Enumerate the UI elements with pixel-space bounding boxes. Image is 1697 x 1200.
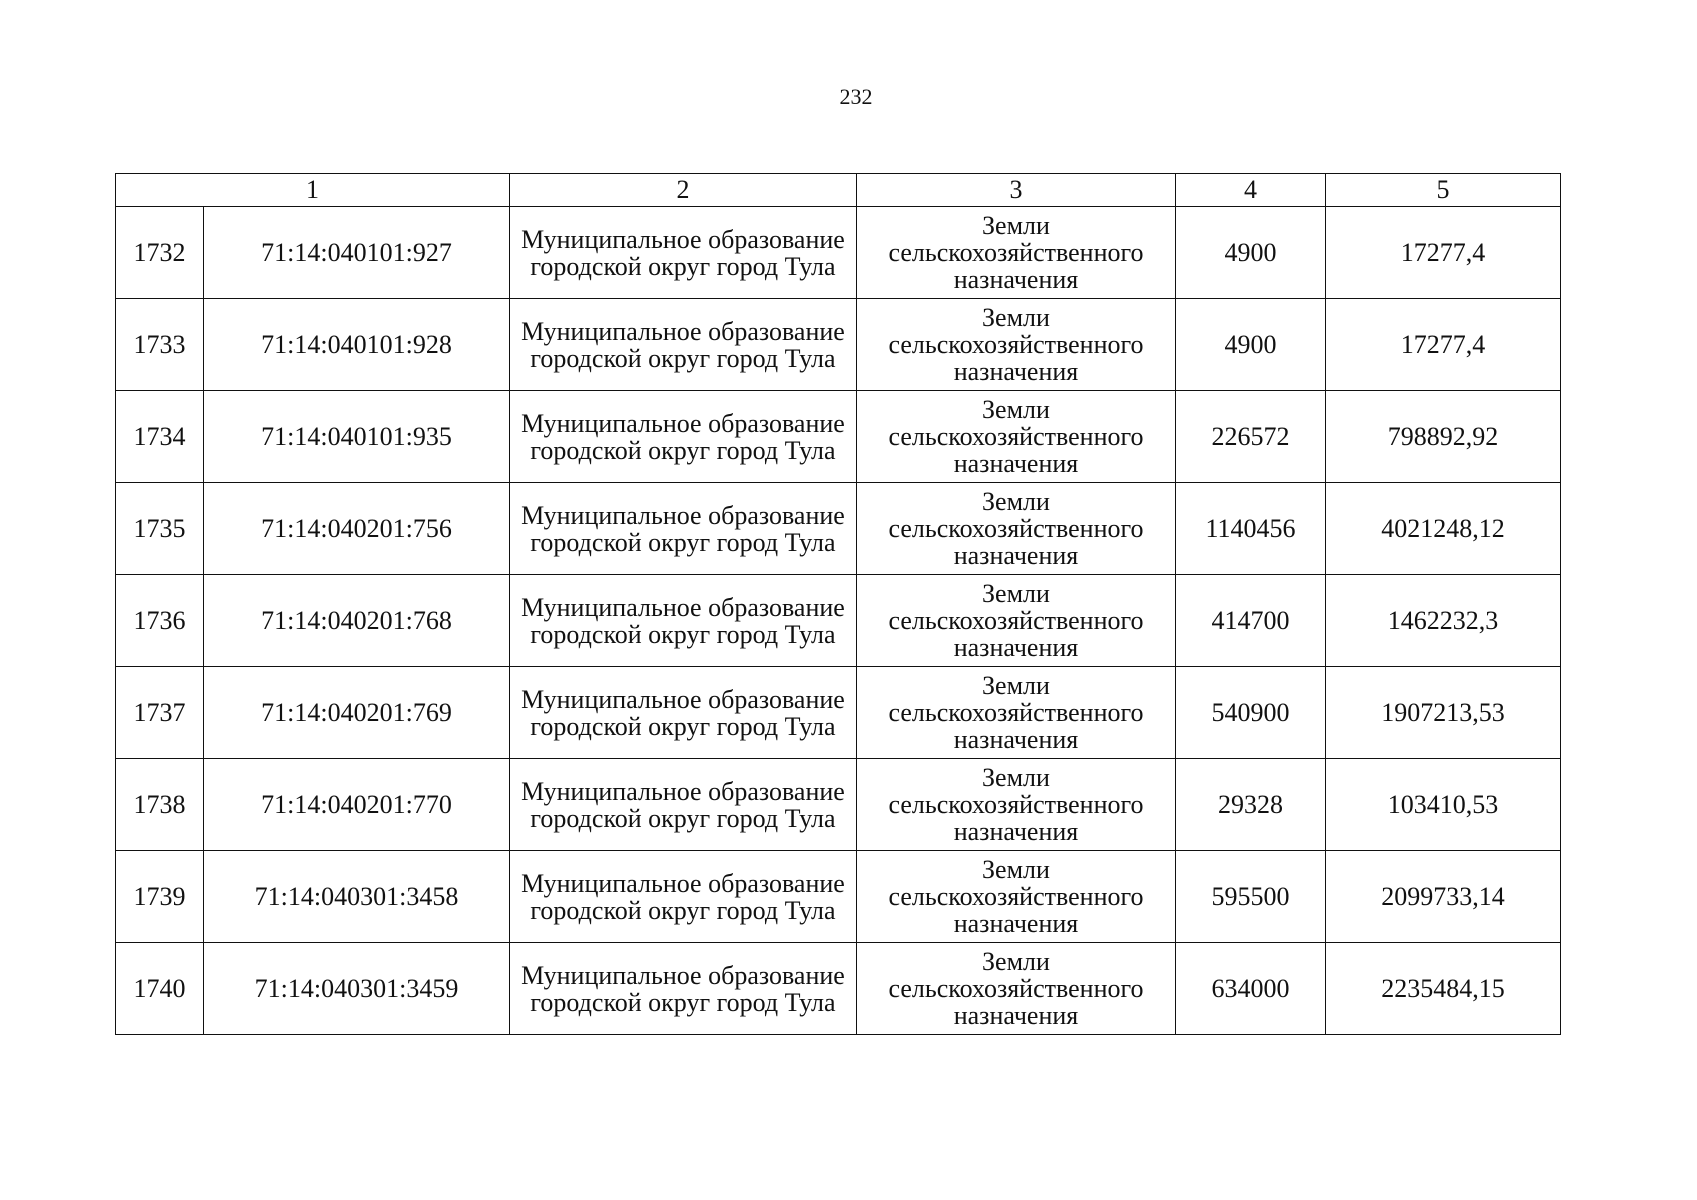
row-number-cell: 1733: [116, 299, 204, 391]
column-header-3: 3: [857, 174, 1176, 207]
value-cell: 17277,4: [1326, 207, 1561, 299]
value-cell: 4021248,12: [1326, 483, 1561, 575]
land-registry-table: [115, 173, 1561, 1035]
row-number-cell: 1732: [116, 207, 204, 299]
area-cell: 4900: [1176, 207, 1326, 299]
area-cell: 595500: [1176, 851, 1326, 943]
cadastral-number-cell: 71:14:040201:756: [204, 483, 510, 575]
value-cell: 1462232,3: [1326, 575, 1561, 667]
value-cell: 103410,53: [1326, 759, 1561, 851]
area-cell: 414700: [1176, 575, 1326, 667]
row-number-cell: 1738: [116, 759, 204, 851]
owner-cell: Муниципальное образование городской округ город Тула: [510, 759, 857, 851]
value-cell: 798892,92: [1326, 391, 1561, 483]
area-cell: 29328: [1176, 759, 1326, 851]
row-number-cell: 1735: [116, 483, 204, 575]
land-category-cell: Земли сельскохозяйственного назначения: [857, 759, 1176, 851]
row-number-cell: 1736: [116, 575, 204, 667]
cadastral-number-cell: 71:14:040201:770: [204, 759, 510, 851]
owner-cell: Муниципальное образование городской округ город Тула: [510, 483, 857, 575]
value-cell: 2235484,15: [1326, 943, 1561, 1035]
land-category-cell: Земли сельскохозяйственного назначения: [857, 851, 1176, 943]
area-cell: 1140456: [1176, 483, 1326, 575]
land-category-cell: Земли сельскохозяйственного назначения: [857, 943, 1176, 1035]
row-number-cell: 1740: [116, 943, 204, 1035]
area-cell: 634000: [1176, 943, 1326, 1035]
owner-cell: Муниципальное образование городской округ город Тула: [510, 575, 857, 667]
cadastral-number-cell: 71:14:040101:927: [204, 207, 510, 299]
land-category-cell: Земли сельскохозяйственного назначения: [857, 575, 1176, 667]
table-body: [116, 207, 1561, 1035]
area-cell: 226572: [1176, 391, 1326, 483]
row-number-cell: 1737: [116, 667, 204, 759]
table-row: [116, 483, 1561, 575]
owner-cell: Муниципальное образование городской округ город Тула: [510, 851, 857, 943]
land-category-cell: Земли сельскохозяйственного назначения: [857, 391, 1176, 483]
value-cell: 2099733,14: [1326, 851, 1561, 943]
table-row: [116, 851, 1561, 943]
row-number-cell: 1739: [116, 851, 204, 943]
table-row: [116, 759, 1561, 851]
owner-cell: Муниципальное образование городской округ город Тула: [510, 391, 857, 483]
table-row: [116, 207, 1561, 299]
area-cell: 540900: [1176, 667, 1326, 759]
table-row: [116, 667, 1561, 759]
header-row: [116, 174, 1561, 207]
owner-cell: Муниципальное образование городской округ город Тула: [510, 207, 857, 299]
cadastral-number-cell: 71:14:040201:769: [204, 667, 510, 759]
land-category-cell: Земли сельскохозяйственного назначения: [857, 483, 1176, 575]
table-row: [116, 299, 1561, 391]
land-category-cell: Земли сельскохозяйственного назначения: [857, 667, 1176, 759]
owner-cell: Муниципальное образование городской округ город Тула: [510, 943, 857, 1035]
column-header-2: 2: [510, 174, 857, 207]
land-category-cell: Земли сельскохозяйственного назначения: [857, 299, 1176, 391]
owner-cell: Муниципальное образование городской округ город Тула: [510, 299, 857, 391]
cadastral-number-cell: 71:14:040301:3459: [204, 943, 510, 1035]
value-cell: 17277,4: [1326, 299, 1561, 391]
table-header: [116, 174, 1561, 207]
cadastral-number-cell: 71:14:040101:935: [204, 391, 510, 483]
table-row: [116, 391, 1561, 483]
cadastral-number-cell: 71:14:040301:3458: [204, 851, 510, 943]
area-cell: 4900: [1176, 299, 1326, 391]
owner-cell: Муниципальное образование городской округ город Тула: [510, 667, 857, 759]
table-row: [116, 575, 1561, 667]
column-header-4: 4: [1176, 174, 1326, 207]
column-header-1: 1: [116, 174, 510, 207]
value-cell: 1907213,53: [1326, 667, 1561, 759]
row-number-cell: 1734: [116, 391, 204, 483]
page-number: 232: [839, 84, 873, 109]
cadastral-number-cell: 71:14:040101:928: [204, 299, 510, 391]
table-row: [116, 943, 1561, 1035]
column-header-5: 5: [1326, 174, 1561, 207]
land-category-cell: Земли сельскохозяйственного назначения: [857, 207, 1176, 299]
cadastral-number-cell: 71:14:040201:768: [204, 575, 510, 667]
